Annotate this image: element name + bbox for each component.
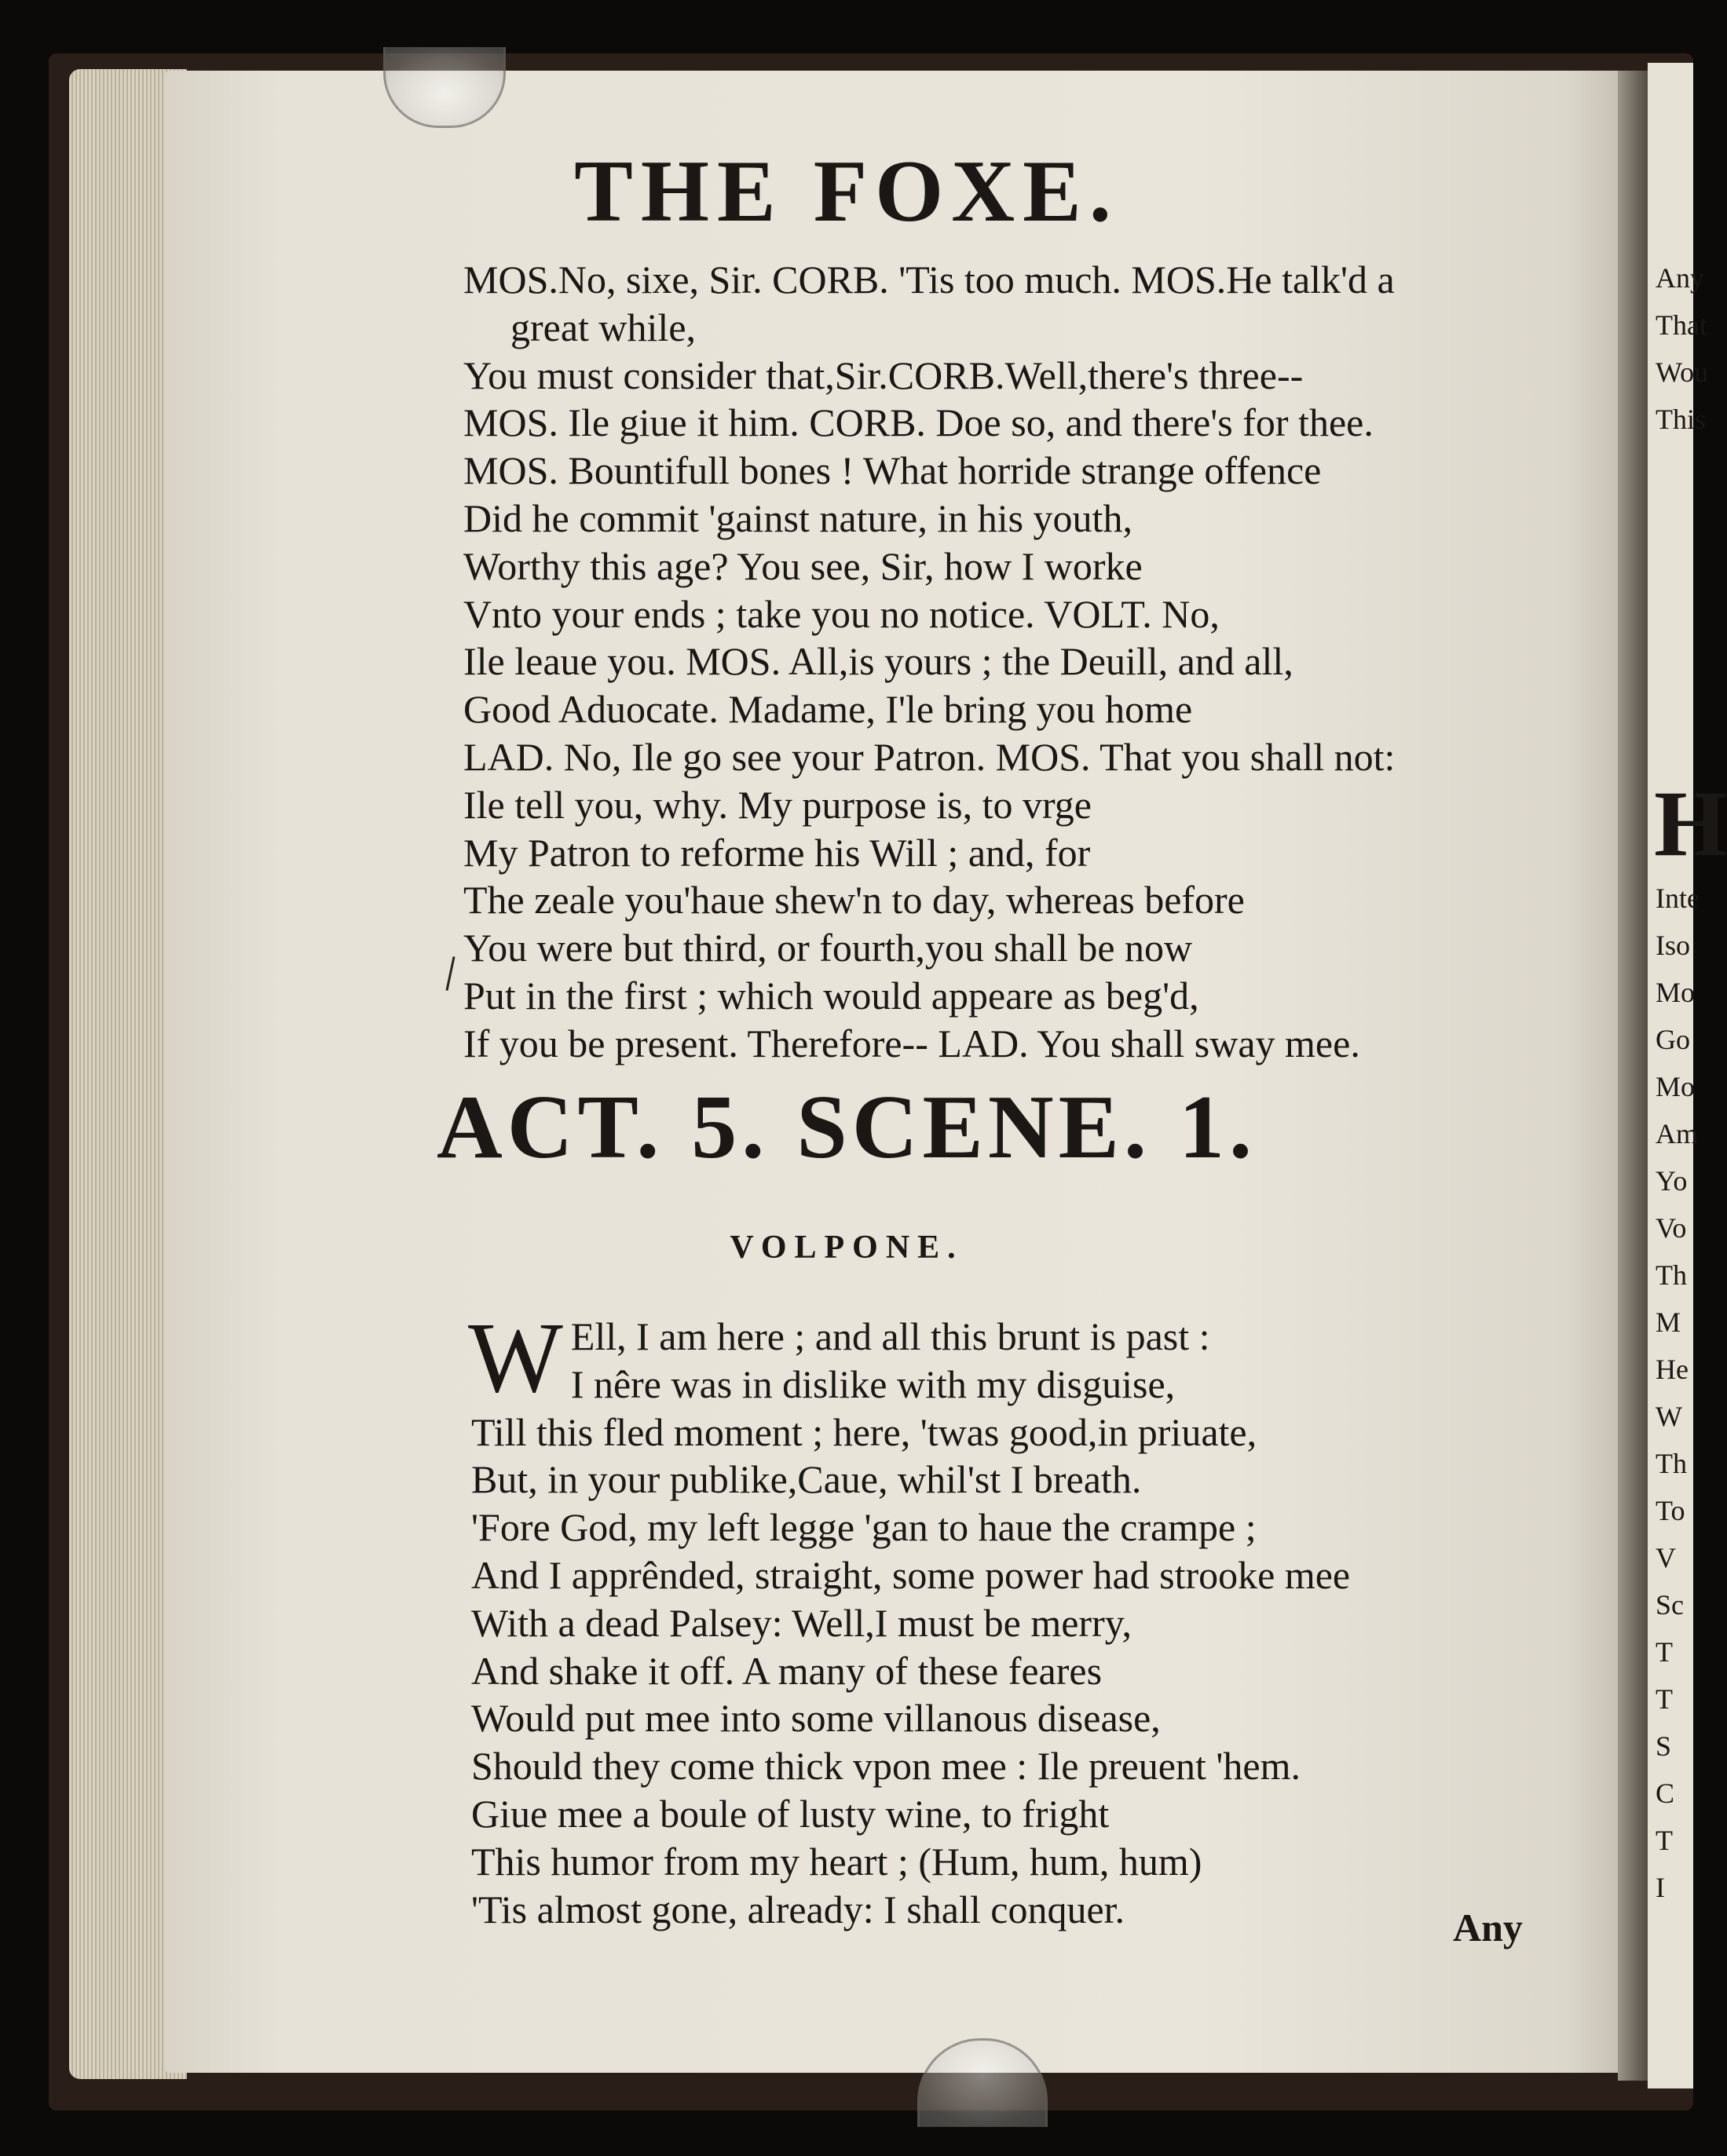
facing-fragment: M <box>1656 1306 1681 1338</box>
dialogue-line: You were but third, or fourth,you shall be now <box>463 926 1193 970</box>
dialogue-line: Worthy this age? You see, Sir, how I worke <box>463 543 1143 588</box>
dialogue-line: great while, <box>510 305 697 349</box>
dialogue-line: My Patron to reforme his Will ; and, for <box>463 830 1091 875</box>
dialogue-line: Ile leaue you. MOS. All,is yours ; the Deuill, and all, <box>463 639 1293 684</box>
verse-line: Should they come thick vpon mee : Ile preuent 'hem. <box>471 1744 1301 1789</box>
facing-fragment: This <box>1656 404 1707 435</box>
facing-fragment: I <box>1656 1872 1665 1903</box>
facing-fragment: To <box>1656 1495 1685 1526</box>
dialogue-line: LAD. No, Ile go see your Patron. MOS. That you shall not: <box>463 734 1396 779</box>
facing-fragment: Vo <box>1656 1212 1687 1244</box>
dialogue-line: MOS. Ile giue it him. CORB. Doe so, and there's for thee. <box>463 400 1374 445</box>
facing-fragment: Mo <box>1656 1071 1696 1102</box>
facing-fragment: Iso <box>1656 930 1690 961</box>
dialogue-block <box>463 256 1563 1068</box>
facing-fragment: W <box>1656 1401 1682 1432</box>
facing-fragment: T <box>1656 1683 1673 1715</box>
facing-fragment: That <box>1656 309 1707 341</box>
facing-fragment: He <box>1656 1354 1689 1385</box>
dialogue-line: Vnto your ends ; take you no notice. VOLT. No, <box>463 591 1220 636</box>
dialogue-line: Good Aduocate. Madame, I'le bring you home <box>463 687 1193 732</box>
dialogue-line: You must consider that,Sir.CORB.Well,there's three-- <box>463 353 1304 397</box>
facing-fragment: Wou <box>1656 356 1709 388</box>
act-scene-heading: ACT. 5. SCENE. 1. <box>436 1077 1257 1178</box>
verse-line: 'Tis almost gone, already: I shall conquer. <box>471 1887 1125 1931</box>
verse-line: Giue mee a boule of lusty wine, to fright <box>471 1791 1110 1836</box>
verse-line: With a dead Palsey: Well,I must be merry, <box>471 1600 1132 1645</box>
facing-fragment: Th <box>1656 1448 1687 1479</box>
speaker-heading: VOLPONE. <box>730 1230 964 1266</box>
facing-fragment: Inte <box>1656 882 1700 914</box>
facing-fragment: Yo <box>1656 1165 1688 1197</box>
facing-fragment: S <box>1656 1730 1672 1762</box>
running-head: THE FOXE. <box>574 143 1119 240</box>
facing-fragment: T <box>1656 1825 1673 1856</box>
verse-line: 'Fore God, my left legge 'gan to haue the crampe ; <box>471 1505 1257 1550</box>
verse-line: Would put mee into some villanous disease, <box>471 1696 1161 1741</box>
drop-cap-letter: W <box>468 1302 563 1413</box>
verse-line: This humor from my heart ; (Hum, hum, hum) <box>471 1839 1202 1884</box>
facing-fragment: T <box>1656 1636 1673 1668</box>
verse-line: I nêre was in dislike with my disguise, <box>570 1361 1176 1406</box>
verse-line: And shake it off. A many of these feares <box>471 1648 1103 1693</box>
dialogue-line: Put in the first ; which would appeare as beg'd, <box>463 973 1199 1018</box>
verse-block <box>468 1302 1571 1933</box>
facing-fragment: Mo <box>1656 977 1696 1008</box>
verse-line: Till this fled moment ; here, 'twas good,in priuate, <box>471 1409 1257 1454</box>
dialogue-line: MOS. Bountifull bones ! What horride strange offence <box>463 448 1322 493</box>
facing-fragment: Am <box>1656 1118 1698 1149</box>
facing-fragment: Any <box>1656 262 1704 294</box>
facing-fragment: Th <box>1656 1259 1687 1291</box>
dialogue-line: MOS.No, sixe, Sir. CORB. 'Tis too much. MOS.He talk'd a <box>463 258 1395 301</box>
facing-fragment: V <box>1656 1542 1676 1573</box>
verse-line: And I apprênded, straight, some power had strooke mee <box>471 1552 1351 1597</box>
dialogue-line: Ile tell you, why. My purpose is, to vrge <box>463 782 1092 827</box>
facing-fragment: C <box>1656 1778 1675 1809</box>
verse-line-first: Ell, I am here ; and all this brunt is past : <box>570 1314 1210 1358</box>
dialogue-line: The zeale you'haue shew'n to day, whereas before <box>463 878 1245 923</box>
facing-fragment: Go <box>1656 1024 1690 1055</box>
dialogue-line: Did he commit 'gainst nature, in his youth, <box>463 495 1132 540</box>
catchword: Any <box>1453 1906 1523 1950</box>
facing-fragment: Sc <box>1656 1589 1684 1621</box>
verse-line: But, in your publike,Caue, whil'st I breath. <box>471 1457 1142 1502</box>
facing-dropcap: H <box>1654 771 1727 875</box>
dialogue-line: If you be present. Therefore-- LAD. You shall sway mee. <box>463 1021 1360 1065</box>
